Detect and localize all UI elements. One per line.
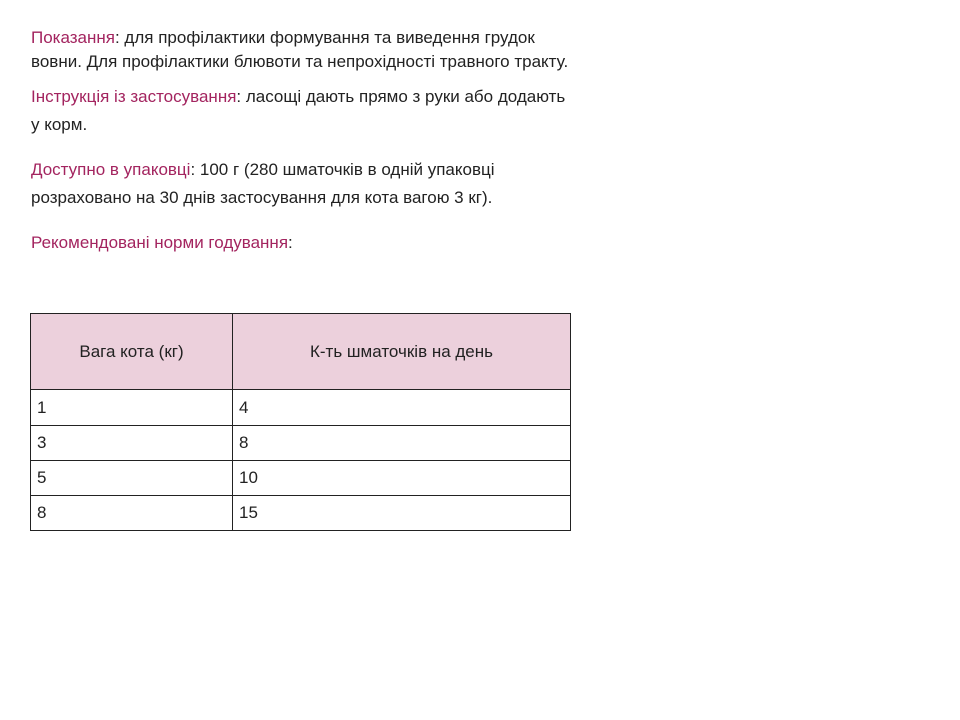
table-row bbox=[31, 461, 571, 496]
cell-weight: 5 bbox=[31, 461, 233, 496]
cell-pieces: 15 bbox=[233, 496, 571, 531]
norms-label: Рекомендовані норми годування bbox=[31, 233, 289, 252]
norms-text: : bbox=[288, 233, 293, 252]
package-text: : 100 г (280 шматочків в одній упаковці розраховано на 30 днів застосування для кота вагою 3 кг). bbox=[31, 160, 495, 207]
indications-paragraph bbox=[31, 26, 571, 74]
table-header-row bbox=[31, 314, 571, 390]
table-row bbox=[31, 496, 571, 531]
cell-pieces: 4 bbox=[233, 390, 571, 426]
product-description bbox=[31, 26, 571, 257]
instructions-paragraph bbox=[31, 83, 571, 139]
package-paragraph bbox=[31, 156, 571, 212]
feeding-norms-table bbox=[30, 313, 571, 531]
norms-paragraph bbox=[31, 229, 571, 257]
cell-pieces: 10 bbox=[233, 461, 571, 496]
cell-weight: 3 bbox=[31, 426, 233, 461]
header-pieces-per-day: К-ть шматочків на день bbox=[233, 314, 571, 390]
cell-weight: 1 bbox=[31, 390, 233, 426]
cell-pieces: 8 bbox=[233, 426, 571, 461]
header-cat-weight: Вага кота (кг) bbox=[31, 314, 233, 390]
cell-weight: 8 bbox=[31, 496, 233, 531]
indications-text: : для профілактики формування та виведення грудок вовни. Для профілактики блювоти та непрохідності травного тракту. bbox=[31, 28, 569, 71]
table-row bbox=[31, 426, 571, 461]
instructions-label: Інструкція із застосування bbox=[31, 87, 237, 106]
instructions-text: : ласощі дають прямо з руки або додають у корм. bbox=[31, 87, 566, 134]
package-label: Доступно в упаковці bbox=[31, 160, 191, 179]
table-row bbox=[31, 390, 571, 426]
indications-label: Показання bbox=[31, 28, 115, 47]
